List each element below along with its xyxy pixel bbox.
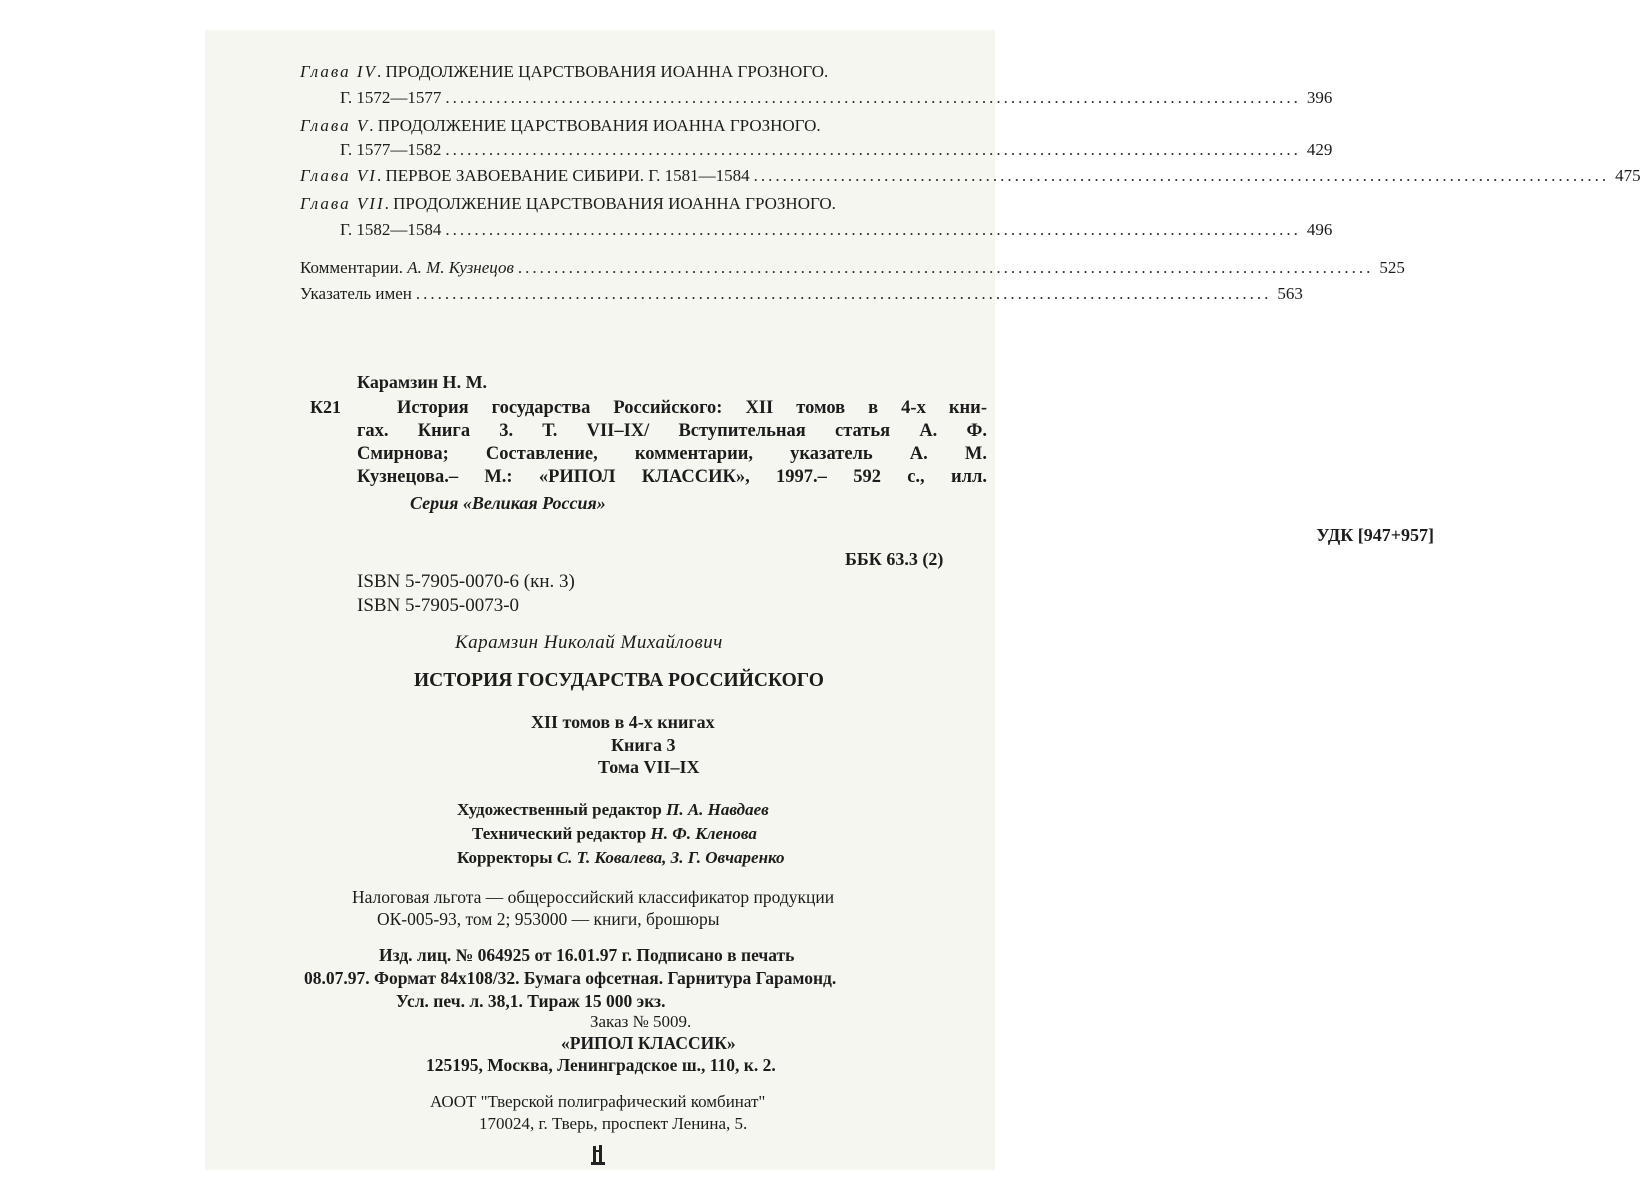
book-number: Книга 3: [611, 735, 676, 755]
tech-editor: [472, 824, 757, 844]
art-editor: [457, 800, 769, 820]
page-number: 563: [1277, 284, 1303, 303]
leader-dots: ......................................................................................................................: [517, 258, 1374, 277]
license-line-2: 08.07.97. Формат 84x108/32. Бумага офсетная. Гарнитура Гарамонд.: [304, 968, 837, 988]
biblio-line-4: Кузнецова.– М.: «РИПОЛ КЛАССИК», 1997.– 592 с., илл.: [357, 467, 987, 487]
page-number: 429: [1306, 140, 1333, 159]
book-title: ИСТОРИЯ ГОСУДАРСТВА РОССИЙСКОГО: [414, 670, 824, 691]
biblio-line-1: История государства Российского: XII томов в 4-х кни-: [397, 398, 987, 418]
comments-author: А. М. Кузнецов: [407, 258, 514, 277]
biblio-author: Карамзин Н. М.: [357, 372, 488, 392]
tax-line-1: Налоговая льгота — общероссийский классификатор продукции: [352, 887, 835, 907]
correctors: [457, 848, 785, 868]
tech-editor-label: Технический редактор: [472, 824, 651, 843]
chapter-year: Г. 1572—1577: [340, 88, 442, 107]
license-line-3: Усл. печ. л. 38,1. Тираж 15 000 экз.: [396, 991, 666, 1011]
isbn-book: ISBN 5-7905-0070-6 (кн. 3): [357, 571, 575, 592]
chapter-title: . ПРОДОЛЖЕНИЕ ЦАРСТВОВАНИЯ ИОАННА ГРОЗНОГО.: [369, 116, 821, 135]
order-number: Заказ № 5009.: [590, 1012, 692, 1031]
author-full-name: Карамзин Николай Михайлович: [455, 632, 723, 653]
leader-dots: ......................................................................................................................: [415, 284, 1272, 303]
publisher-logo-icon: [591, 1144, 607, 1166]
publisher-name: «РИПОЛ КЛАССИК»: [561, 1033, 736, 1053]
leader-dots: ......................................................................................................................: [445, 88, 1301, 107]
biblio-series: Серия «Великая Россия»: [410, 493, 606, 513]
page-number: 396: [1306, 88, 1333, 107]
udk-code: УДК [947+957]: [1316, 525, 1434, 545]
chapter-label: Глава IV: [300, 62, 377, 81]
toc-comments: [300, 258, 1405, 278]
toc-chapter-5-year: [340, 140, 1333, 160]
isbn-set: ISBN 5-7905-0073-0: [357, 595, 520, 616]
chapter-year: Г. 1577—1582: [340, 140, 442, 159]
chapter-title: . ПРОДОЛЖЕНИЕ ЦАРСТВОВАНИЯ ИОАННА ГРОЗНОГО.: [376, 62, 829, 81]
tomes-range: Тома VII–IX: [598, 757, 700, 777]
chapter-title: . ПРОДОЛЖЕНИЕ ЦАРСТВОВАНИЯ ИОАННА ГРОЗНОГО.: [384, 194, 836, 213]
biblio-line-2: гах. Книга 3. Т. VII–IX/ Вступительная статья А. Ф.: [357, 421, 987, 441]
toc-chapter-4-year: [340, 88, 1333, 108]
chapter-title: . ПЕРВОЕ ЗАВОЕВАНИЕ СИБИРИ. Г. 1581—1584: [376, 166, 750, 185]
leader-dots: ......................................................................................................................: [753, 166, 1610, 185]
toc-chapter-7-year: [340, 220, 1333, 240]
leader-dots: ......................................................................................................................: [445, 140, 1301, 159]
art-editor-label: Художественный редактор: [457, 800, 667, 819]
toc-chapter-6: [300, 166, 1641, 186]
page-number: 525: [1379, 258, 1405, 277]
chapter-year: Г. 1582—1584: [340, 220, 442, 239]
toc-chapter-4-title: [300, 62, 955, 82]
bbk-code: ББК 63.3 (2): [845, 549, 944, 569]
chapter-label: Глава VII: [300, 194, 385, 213]
toc-chapter-5-title: [300, 116, 955, 136]
printer-name: АООТ "Тверской полиграфический комбинат": [430, 1092, 766, 1111]
tax-line-2: ОК-005-93, том 2; 953000 — книги, брошюры: [377, 909, 720, 929]
page-number: 475: [1615, 166, 1641, 185]
toc-index: [300, 284, 1303, 304]
art-editor-name: П. А. Навдаев: [666, 800, 769, 819]
comments-label: Комментарии.: [300, 258, 408, 277]
license-line-1: Изд. лиц. № 064925 от 16.01.97 г. Подписано в печать: [379, 945, 795, 965]
volumes-note: XII томов в 4-х книгах: [531, 712, 715, 732]
correctors-label: Корректоры: [457, 848, 557, 867]
publisher-address: 125195, Москва, Ленинградское ш., 110, к. 2.: [426, 1055, 776, 1075]
printer-address: 170024, г. Тверь, проспект Ленина, 5.: [479, 1114, 748, 1133]
page-number: 496: [1306, 220, 1333, 239]
biblio-line-3: Смирнова; Составление, комментарии, указатель А. М.: [357, 444, 987, 464]
toc-chapter-7-title: [300, 194, 955, 214]
leader-dots: ......................................................................................................................: [445, 220, 1301, 239]
correctors-names: С. Т. Ковалева, З. Г. Овчаренко: [556, 848, 785, 867]
index-label: Указатель имен: [300, 284, 412, 303]
chapter-label: Глава V: [300, 116, 370, 135]
biblio-code: К21: [310, 397, 342, 417]
tech-editor-name: Н. Ф. Кленова: [650, 824, 757, 843]
chapter-label: Глава VI: [300, 166, 377, 185]
